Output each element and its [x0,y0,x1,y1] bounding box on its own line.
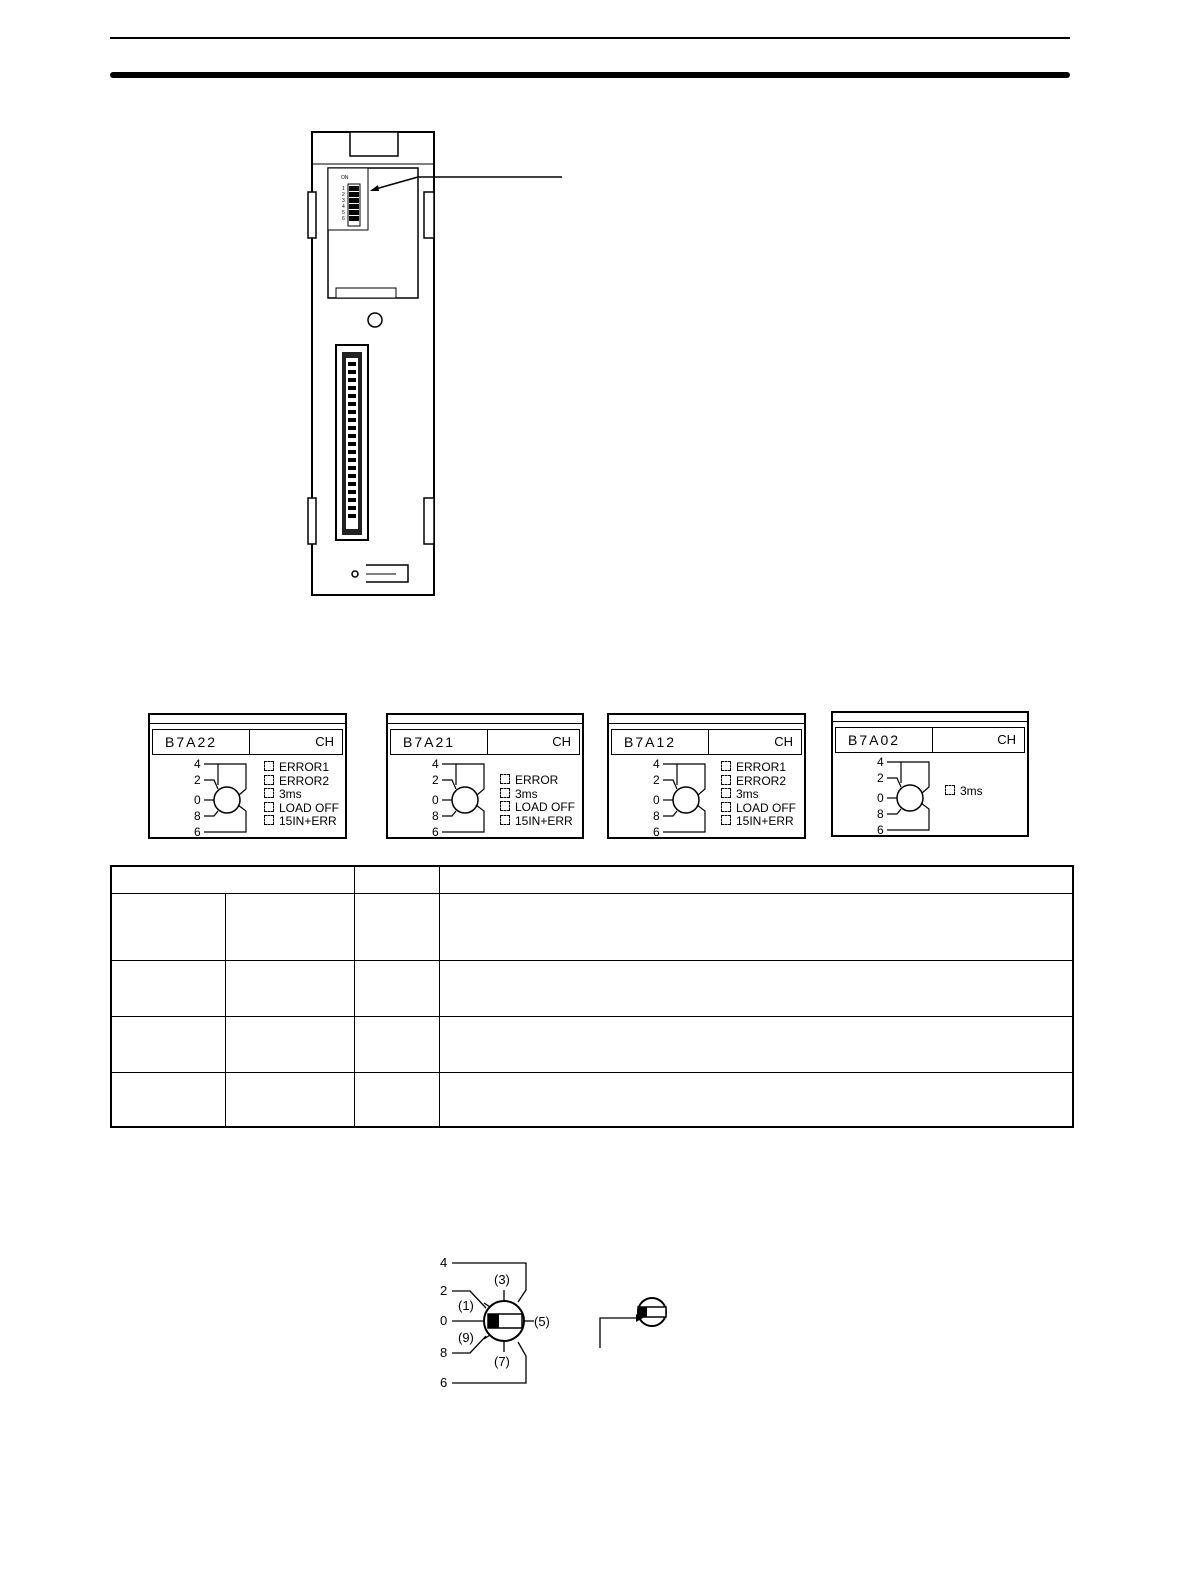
option-item: ERROR [500,774,575,788]
model-label: B7A12 [612,730,709,754]
dial-label-3: (3) [494,1272,510,1287]
dial-label-8: 8 [440,1345,448,1360]
svg-text:2: 2 [194,773,201,787]
svg-text:8: 8 [653,809,660,823]
option-item: 15IN+ERR [264,815,339,829]
dial-label-5: (5) [534,1314,550,1329]
dial-label-1: (1) [458,1298,474,1313]
model-label: B7A22 [153,730,250,754]
dial-label-9: (9) [458,1330,474,1345]
svg-text:6: 6 [432,825,439,839]
option-item: ERROR2 [264,775,339,789]
svg-text:8: 8 [432,809,439,823]
option-item: 3ms [945,785,983,799]
dial-label-0: 0 [440,1313,448,1328]
dial-label-7: (7) [494,1354,510,1369]
svg-text:6: 6 [653,825,660,839]
rotary-switch-icon [645,759,715,839]
option-item: 3ms [500,788,575,802]
svg-text:8: 8 [194,809,201,823]
svg-text:4: 4 [877,757,884,769]
option-list [264,761,339,829]
settings-table [110,865,1074,1128]
dial-label-6: 6 [440,1375,448,1390]
dial-label-4: 4 [440,1255,448,1270]
svg-text:6: 6 [342,216,345,222]
panel-b7a12 [607,713,806,839]
panel-b7a22 [148,713,347,839]
ch-label: CH [315,734,334,749]
header-rule-thick [110,72,1070,78]
svg-text:0: 0 [877,791,884,805]
option-item: ERROR2 [721,775,796,789]
svg-text:0: 0 [194,793,201,807]
svg-text:5: 5 [342,210,345,216]
option-item: LOAD OFF [721,802,796,816]
ch-label: CH [552,734,571,749]
table-row [111,1016,1073,1072]
model-label: B7A21 [391,730,488,754]
table-row [111,893,1073,960]
table-row [111,960,1073,1016]
option-list [945,785,983,799]
svg-text:2: 2 [653,773,660,787]
option-item: 15IN+ERR [721,815,796,829]
svg-text:2: 2 [432,773,439,787]
option-item: 3ms [721,788,796,802]
svg-text:3: 3 [342,198,345,204]
svg-text:2: 2 [877,771,884,785]
ch-label: CH [774,734,793,749]
svg-text:6: 6 [194,825,201,839]
dip-on-label: ON [341,175,349,181]
option-list [500,774,575,828]
svg-text:6: 6 [877,823,884,837]
option-list [721,761,796,829]
svg-text:0: 0 [653,793,660,807]
option-item: ERROR1 [721,761,796,775]
header-rule-thin [110,37,1070,39]
rotary-switch-detail-diagram [430,1250,690,1395]
dip-switch-callout-line [370,160,570,200]
dial-label-2: 2 [440,1283,448,1298]
svg-text:0: 0 [432,793,439,807]
option-item: 15IN+ERR [500,815,575,829]
svg-text:4: 4 [342,204,345,210]
rotary-knob-icon [600,1298,666,1348]
option-item: LOAD OFF [500,801,575,815]
rotary-switch-icon [869,757,939,837]
option-item: ERROR1 [264,761,339,775]
table-row [111,1072,1073,1127]
rotary-switch-icon [186,759,256,839]
svg-text:4: 4 [653,759,660,771]
svg-text:4: 4 [194,759,201,771]
svg-text:8: 8 [877,807,884,821]
connector [336,345,368,540]
ch-label: CH [997,732,1016,747]
model-label: B7A02 [836,728,933,752]
svg-text:4: 4 [432,759,439,771]
svg-text:2: 2 [342,192,345,198]
table-header-row [111,866,1073,893]
svg-text:1: 1 [342,186,345,192]
panel-b7a21 [386,713,584,839]
option-item: 3ms [264,788,339,802]
option-item: LOAD OFF [264,802,339,816]
rotary-switch-icon [424,759,494,839]
panel-b7a02 [831,711,1029,837]
